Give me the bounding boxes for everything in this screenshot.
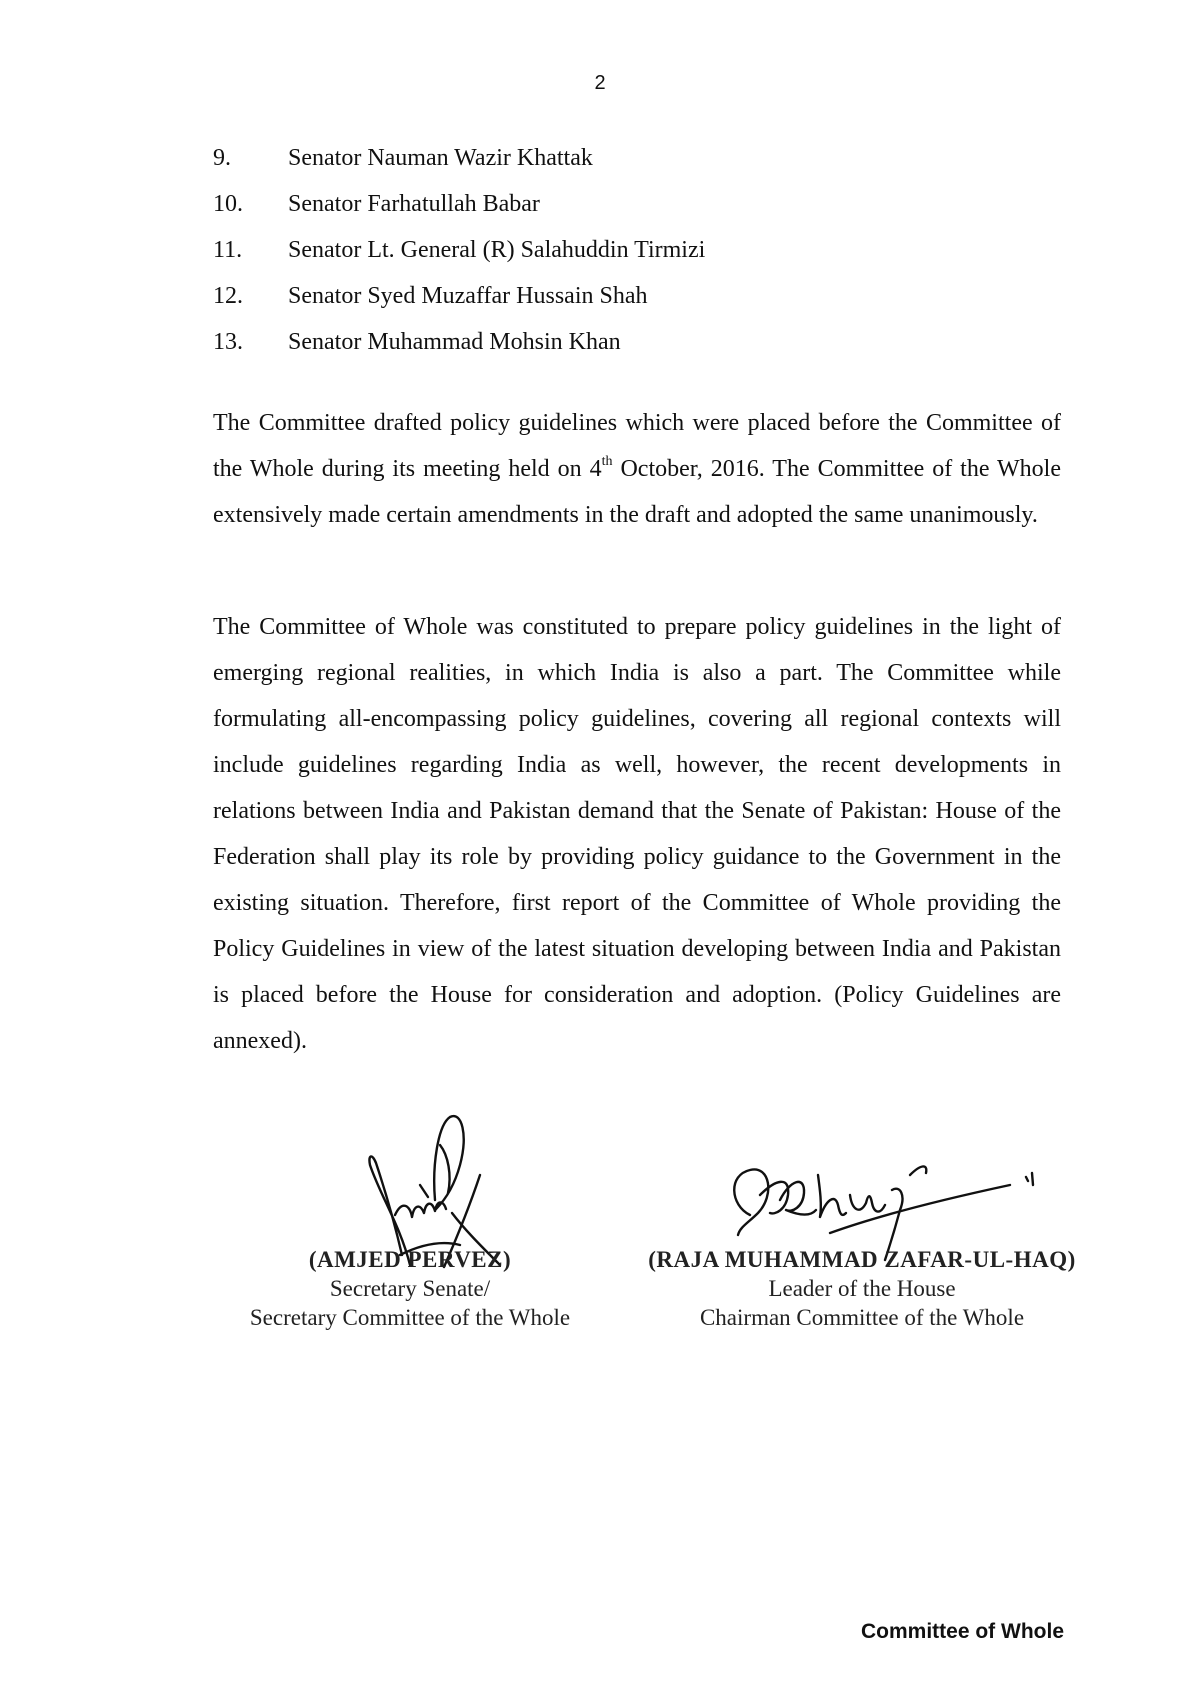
signatory-name: (AMJED PERVEZ) — [308, 1247, 512, 1272]
list-item — [213, 325, 1073, 371]
list-item-name: Senator Muhammad Mohsin Khan — [288, 329, 621, 355]
list-item-number: 10. — [213, 191, 243, 217]
list-item — [213, 141, 1073, 187]
signatory-title: Secretary Committee of the Whole — [249, 1305, 571, 1330]
page-number: 2 — [594, 72, 606, 94]
list-item — [213, 187, 1073, 233]
signatory-right — [622, 1245, 1102, 1332]
signatory-title: Chairman Committee of the Whole — [699, 1305, 1025, 1330]
list-item-name: Senator Syed Muzaffar Hussain Shah — [288, 283, 648, 309]
list-item-number: 12. — [213, 283, 243, 309]
signatory-left — [220, 1245, 600, 1332]
list-item-name: Senator Nauman Wazir Khattak — [288, 145, 593, 171]
list-item-number: 9. — [213, 145, 231, 171]
list-item-number: 11. — [213, 237, 243, 263]
ordinal-suffix: th — [601, 454, 613, 469]
paragraph-text: The Committee drafted policy guidelines which were placed before the Committee of the Whole during its meeting held on 4 — [213, 410, 1061, 482]
signatory-name: (RAJA MUHAMMAD ZAFAR-UL-HAQ) — [648, 1247, 1076, 1272]
signatory-title: Secretary Senate/ — [329, 1276, 491, 1301]
paragraph-committee-constituted: The Committee of Whole was constituted to prepare policy guidelines in the light of emerging regional realities, in which India is also a part. The Committee while formulating all-encompassing policy guidelines, covering all regional contexts will include guidelines regarding India as well, however, the recent developments in relations between India and Pakistan demand that the Senate of Pakistan: House of the Federation shall play its role by providing policy guidance to the Government in the existing situation. Therefore, first report of the Committee of Whole providing the Policy Guidelines in view of the latest situation developing between India and Pakistan is placed before the House for consideration and adoption. (Policy Guidelines are annexed). — [213, 614, 1061, 1054]
list-item — [213, 233, 1073, 279]
list-item-name: Senator Farhatullah Babar — [288, 191, 540, 217]
list-item-number: 13. — [213, 329, 243, 355]
signatory-title: Leader of the House — [768, 1276, 956, 1301]
list-item — [213, 279, 1073, 325]
member-list — [213, 141, 1073, 371]
footer-label: Committee of Whole — [861, 1620, 1064, 1643]
paragraph-text: October, 2016. The Committee of the Whole extensively made certain amendments in the draft and adopted the same unanimously. — [213, 456, 1061, 528]
list-item-name: Senator Lt. General (R) Salahuddin Tirmizi — [288, 237, 706, 263]
paragraph-committee-drafted — [213, 400, 1061, 538]
